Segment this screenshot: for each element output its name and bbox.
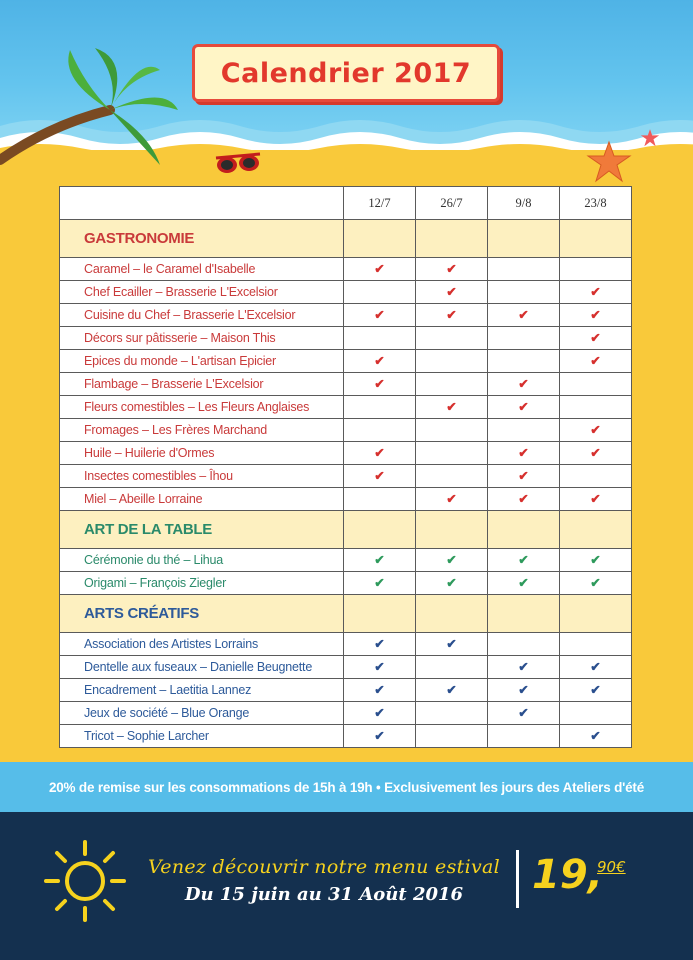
empty-date-cell — [416, 419, 488, 442]
section-empty-cell — [560, 595, 632, 633]
checkmark-icon: ✔ — [560, 442, 632, 465]
checkmark-icon: ✔ — [488, 656, 560, 679]
checkmark-icon: ✔ — [560, 419, 632, 442]
empty-date-cell — [416, 702, 488, 725]
empty-date-cell — [416, 656, 488, 679]
section-label: ART DE LA TABLE — [60, 511, 344, 549]
empty-date-cell — [560, 633, 632, 656]
section-empty-cell — [488, 220, 560, 258]
checkmark-icon: ✔ — [560, 549, 632, 572]
table-row — [60, 442, 632, 465]
empty-date-cell — [416, 465, 488, 488]
section-empty-cell — [488, 511, 560, 549]
checkmark-icon: ✔ — [344, 465, 416, 488]
empty-date-cell — [560, 465, 632, 488]
checkmark-icon: ✔ — [416, 679, 488, 702]
checkmark-icon: ✔ — [488, 442, 560, 465]
checkmark-icon: ✔ — [560, 304, 632, 327]
checkmark-icon: ✔ — [416, 396, 488, 419]
workshop-name: Tricot – Sophie Larcher — [60, 725, 344, 748]
empty-date-cell — [416, 350, 488, 373]
checkmark-icon: ✔ — [560, 572, 632, 595]
footer-banner — [0, 812, 693, 960]
workshop-name: Epices du monde – L'artisan Epicier — [60, 350, 344, 373]
table-row — [60, 702, 632, 725]
date-header: 23/8 — [560, 187, 632, 220]
section-empty-cell — [560, 511, 632, 549]
workshop-name: Jeux de société – Blue Orange — [60, 702, 344, 725]
section-empty-cell — [560, 220, 632, 258]
checkmark-icon: ✔ — [344, 572, 416, 595]
workshop-name: Huile – Huilerie d'Ormes — [60, 442, 344, 465]
empty-date-cell — [560, 396, 632, 419]
empty-date-cell — [488, 258, 560, 281]
table-row — [60, 633, 632, 656]
empty-date-cell — [488, 350, 560, 373]
empty-date-cell — [560, 702, 632, 725]
date-header: 9/8 — [488, 187, 560, 220]
empty-date-cell — [488, 419, 560, 442]
table-row — [60, 488, 632, 511]
checkmark-icon: ✔ — [560, 327, 632, 350]
section-empty-cell — [344, 595, 416, 633]
section-empty-cell — [344, 511, 416, 549]
table-row — [60, 350, 632, 373]
section-empty-cell — [416, 511, 488, 549]
checkmark-icon: ✔ — [416, 572, 488, 595]
workshop-name: Caramel – le Caramel d'Isabelle — [60, 258, 344, 281]
table-row — [60, 465, 632, 488]
workshop-name: Chef Ecailler – Brasserie L'Excelsior — [60, 281, 344, 304]
palm-tree-icon — [0, 40, 190, 200]
empty-date-cell — [560, 373, 632, 396]
calendar-table — [59, 186, 632, 748]
table-row — [60, 549, 632, 572]
checkmark-icon: ✔ — [344, 373, 416, 396]
checkmark-icon: ✔ — [416, 304, 488, 327]
empty-date-cell — [416, 442, 488, 465]
empty-date-cell — [344, 281, 416, 304]
table-row — [60, 258, 632, 281]
checkmark-icon: ✔ — [344, 656, 416, 679]
checkmark-icon: ✔ — [488, 679, 560, 702]
table-row — [60, 396, 632, 419]
empty-date-cell — [488, 327, 560, 350]
workshop-name: Fleurs comestibles – Les Fleurs Anglaises — [60, 396, 344, 419]
checkmark-icon: ✔ — [344, 702, 416, 725]
section-empty-cell — [488, 595, 560, 633]
checkmark-icon: ✔ — [344, 350, 416, 373]
table-row — [60, 572, 632, 595]
checkmark-icon: ✔ — [344, 725, 416, 748]
checkmark-icon: ✔ — [488, 304, 560, 327]
table-row — [60, 679, 632, 702]
empty-date-cell — [416, 725, 488, 748]
section-header-arts_creatifs — [60, 595, 632, 633]
workshop-name: Origami – François Ziegler — [60, 572, 344, 595]
starfish-icon — [586, 140, 632, 184]
empty-date-cell — [488, 725, 560, 748]
footer-divider — [516, 850, 519, 908]
checkmark-icon: ✔ — [344, 304, 416, 327]
checkmark-icon: ✔ — [416, 633, 488, 656]
checkmark-icon: ✔ — [488, 702, 560, 725]
workshop-name: Association des Artistes Lorrains — [60, 633, 344, 656]
checkmark-icon: ✔ — [560, 656, 632, 679]
empty-date-cell — [344, 488, 416, 511]
checkmark-icon: ✔ — [416, 549, 488, 572]
checkmark-icon: ✔ — [344, 633, 416, 656]
table-row — [60, 373, 632, 396]
empty-date-cell — [344, 396, 416, 419]
workshop-name: Encadrement – Laetitia Lannez — [60, 679, 344, 702]
checkmark-icon: ✔ — [488, 549, 560, 572]
workshop-name: Cuisine du Chef – Brasserie L'Excelsior — [60, 304, 344, 327]
sun-icon — [42, 838, 128, 924]
checkmark-icon: ✔ — [344, 549, 416, 572]
checkmark-icon: ✔ — [488, 572, 560, 595]
checkmark-icon: ✔ — [560, 281, 632, 304]
checkmark-icon: ✔ — [560, 488, 632, 511]
sunglasses-icon — [214, 150, 262, 180]
checkmark-icon: ✔ — [344, 442, 416, 465]
checkmark-icon: ✔ — [488, 396, 560, 419]
table-row — [60, 281, 632, 304]
empty-date-cell — [560, 258, 632, 281]
section-header-art_table — [60, 511, 632, 549]
workshop-name: Flambage – Brasserie L'Excelsior — [60, 373, 344, 396]
workshop-name: Dentelle aux fuseaux – Danielle Beugnette — [60, 656, 344, 679]
date-header-row — [60, 187, 632, 220]
menu-announcement: Venez découvrir notre menu estival — [148, 856, 500, 878]
section-label: ARTS CRÉATIFS — [60, 595, 344, 633]
page-title: Calendrier 2017 — [220, 57, 472, 89]
empty-date-cell — [344, 327, 416, 350]
calendar-body — [60, 220, 632, 748]
workshop-name: Cérémonie du thé – Lihua — [60, 549, 344, 572]
empty-date-cell — [488, 633, 560, 656]
header-blank-cell — [60, 187, 344, 220]
promo-bar — [0, 762, 693, 812]
table-row — [60, 656, 632, 679]
workshop-name: Fromages – Les Frères Marchand — [60, 419, 344, 442]
empty-date-cell — [344, 419, 416, 442]
checkmark-icon: ✔ — [560, 725, 632, 748]
checkmark-icon: ✔ — [344, 679, 416, 702]
table-row — [60, 304, 632, 327]
price-cents: 90€ — [597, 858, 626, 876]
promo-text: 20% de remise sur les consommations de 15h à 19h • Exclusivement les jours des Ateliers d'été — [48, 779, 645, 795]
empty-date-cell — [416, 327, 488, 350]
title-banner — [192, 44, 500, 102]
small-starfish-icon — [640, 128, 660, 148]
checkmark-icon: ✔ — [416, 488, 488, 511]
workshop-name: Miel – Abeille Lorraine — [60, 488, 344, 511]
empty-date-cell — [488, 281, 560, 304]
section-header-gastronomie — [60, 220, 632, 258]
workshop-name: Décors sur pâtisserie – Maison This — [60, 327, 344, 350]
section-label: GASTRONOMIE — [60, 220, 344, 258]
section-empty-cell — [416, 595, 488, 633]
price-main: 19, — [532, 852, 603, 898]
section-empty-cell — [416, 220, 488, 258]
section-empty-cell — [344, 220, 416, 258]
menu-dates: Du 15 juin au 31 Août 2016 — [184, 884, 464, 905]
table-row — [60, 419, 632, 442]
checkmark-icon: ✔ — [560, 350, 632, 373]
checkmark-icon: ✔ — [344, 258, 416, 281]
empty-date-cell — [416, 373, 488, 396]
checkmark-icon: ✔ — [488, 465, 560, 488]
checkmark-icon: ✔ — [488, 373, 560, 396]
workshop-name: Insectes comestibles – Îhou — [60, 465, 344, 488]
table-row — [60, 327, 632, 350]
date-header: 26/7 — [416, 187, 488, 220]
checkmark-icon: ✔ — [560, 679, 632, 702]
checkmark-icon: ✔ — [416, 281, 488, 304]
table-row — [60, 725, 632, 748]
date-header: 12/7 — [344, 187, 416, 220]
checkmark-icon: ✔ — [416, 258, 488, 281]
checkmark-icon: ✔ — [488, 488, 560, 511]
